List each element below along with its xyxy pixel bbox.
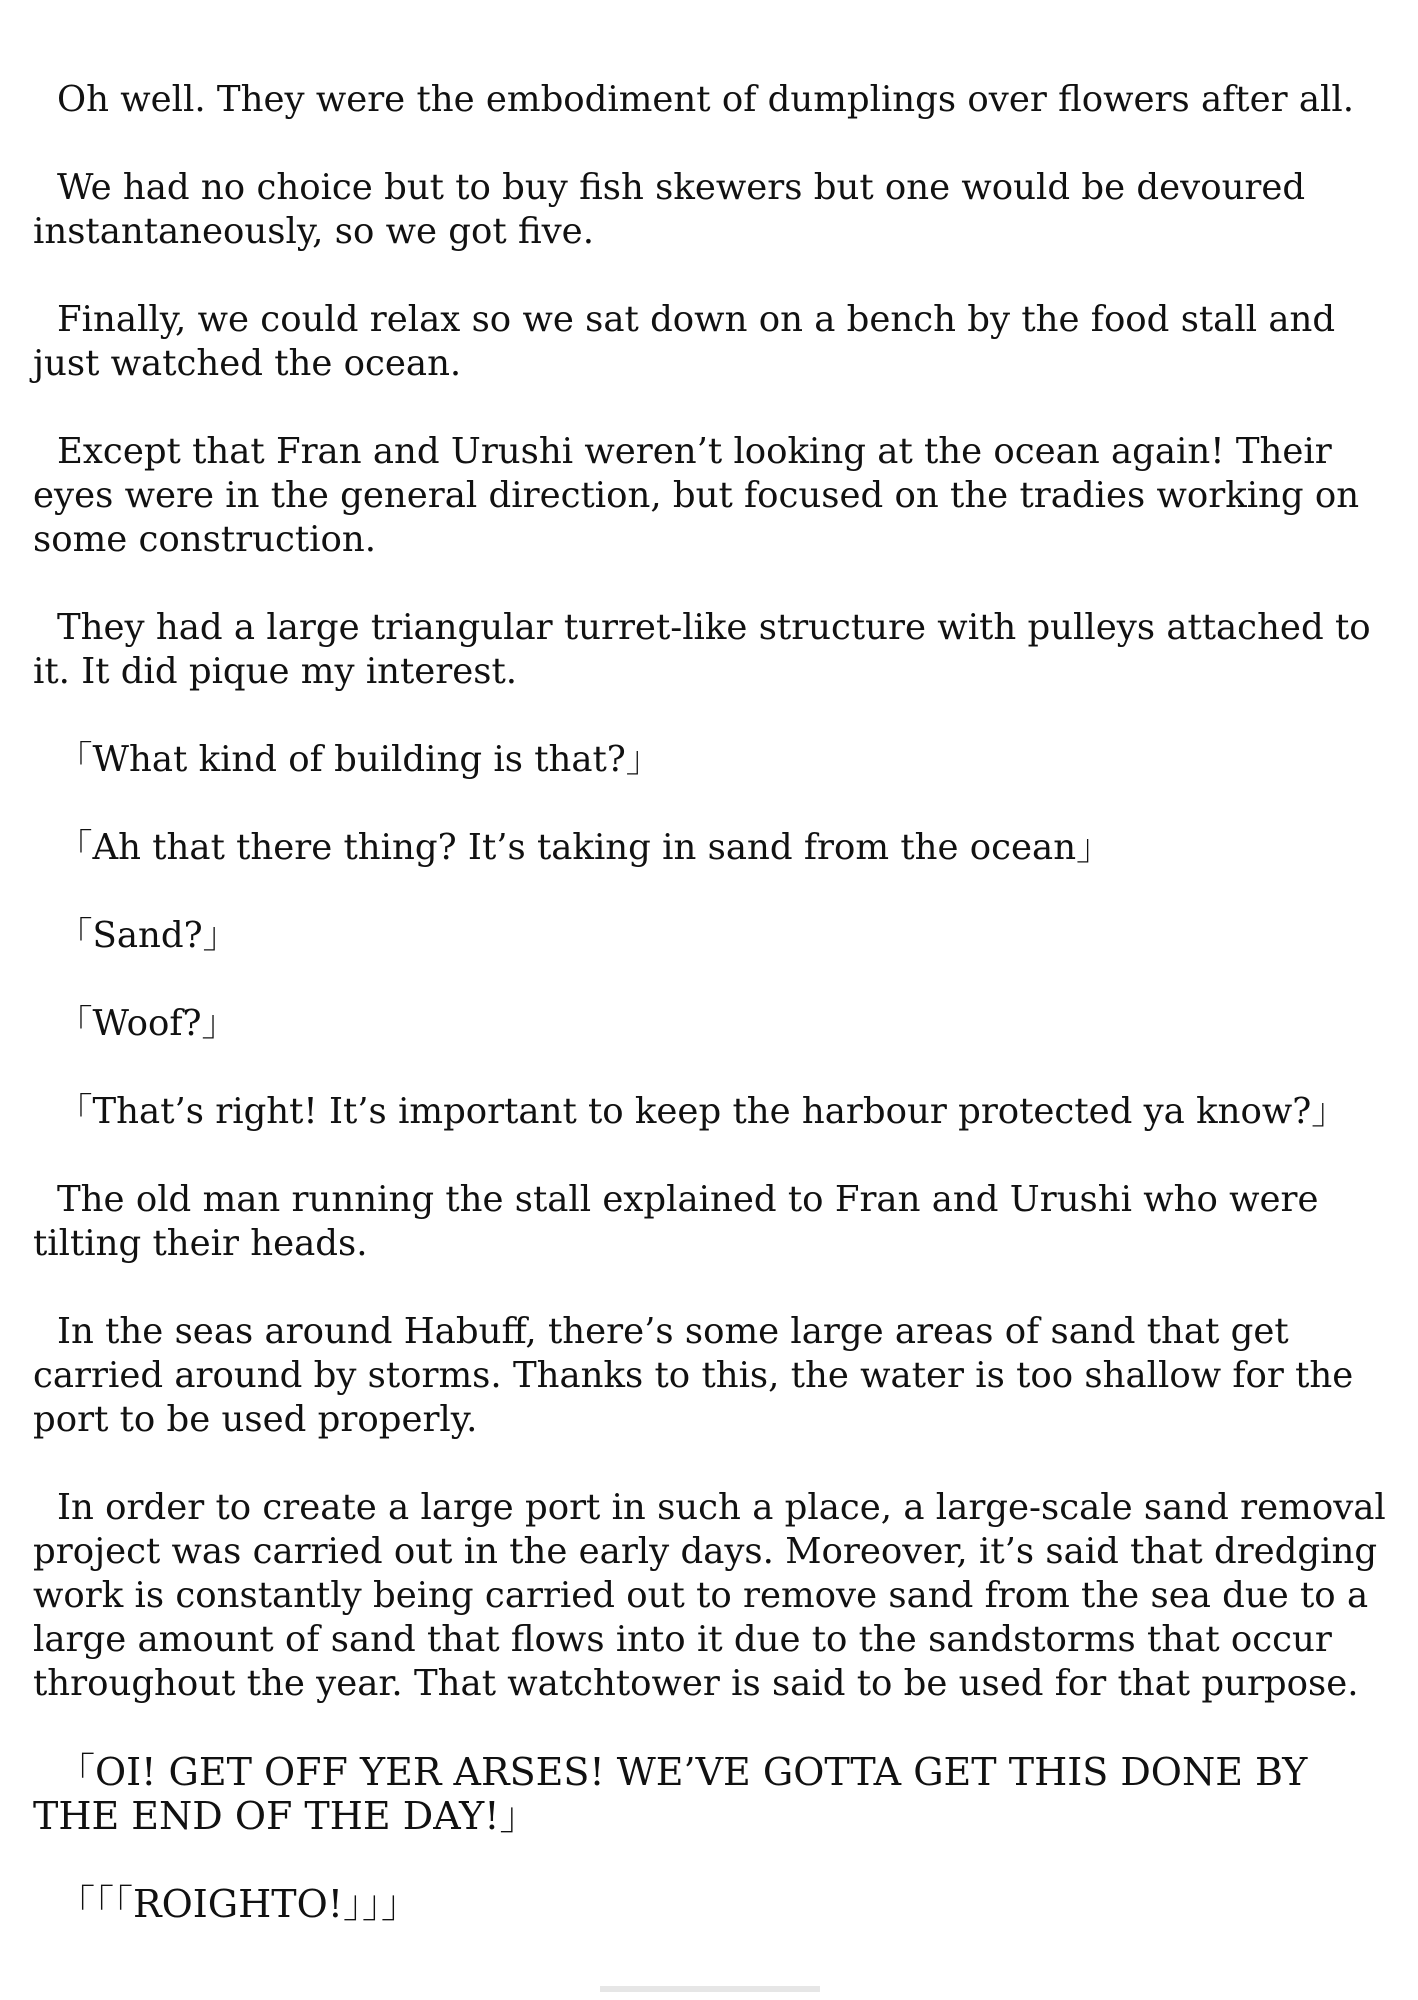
dialogue-what-building: 「What kind of building is that?」 (57, 739, 662, 780)
paragraph-2: We had no choice but to buy fish skewers but one would be devoured instantaneously, so we got five. (33, 167, 1306, 252)
page-edge-mark (600, 1986, 820, 1992)
dialogue-shout: 「OI! GET OFF YER ARSES! WE’VE GOTTA GET THIS DONE BY THE END OF THE DAY!」 (33, 1750, 1308, 1838)
dialogue-sand: 「Sand?」 (57, 915, 239, 956)
dialogue-roighto: 「「「ROIGHTO!」」」 (57, 1882, 420, 1926)
paragraph-4: Except that Fran and Urushi weren’t looking at the ocean again! Their eyes were in the general direction, but focused on the tradies working on some construction. (33, 431, 1360, 560)
paragraph-7: In the seas around Habuff, there’s some large areas of sand that get carried around by storms. Thanks to this, the water is too shallow for the port to be used properly. (33, 1311, 1354, 1440)
document-page (33, 78, 1388, 1970)
paragraph-3: Finally, we could relax so we sat down on a bench by the food stall and just watched the ocean. (33, 299, 1336, 384)
paragraph-6: The old man running the stall explained to Fran and Urushi who were tilting their heads. (33, 1179, 1319, 1264)
paragraph-8: In order to create a large port in such a place, a large-scale sand removal project was carried out in the early days. Moreover, it’s said that dredging work is constantly being carried out to remove sand from the sea due to a large amount of sand that flows into it due to the sandstorms that occur throughout the year. That watchtower is said to be used for that purpose. (33, 1487, 1386, 1704)
dialogue-thats-right: 「That’s right! It’s important to keep the harbour protected ya know?」 (57, 1091, 1347, 1132)
paragraph-5: They had a large triangular turret-like structure with pulleys attached to it. It did pique my interest. (33, 607, 1371, 692)
dialogue-taking-in-sand: 「Ah that there thing? It’s taking in sand from the ocean」 (57, 827, 1112, 868)
dialogue-woof: 「Woof?」 (57, 1003, 237, 1044)
paragraph-1: Oh well. They were the embodiment of dumplings over flowers after all. (57, 79, 1354, 120)
